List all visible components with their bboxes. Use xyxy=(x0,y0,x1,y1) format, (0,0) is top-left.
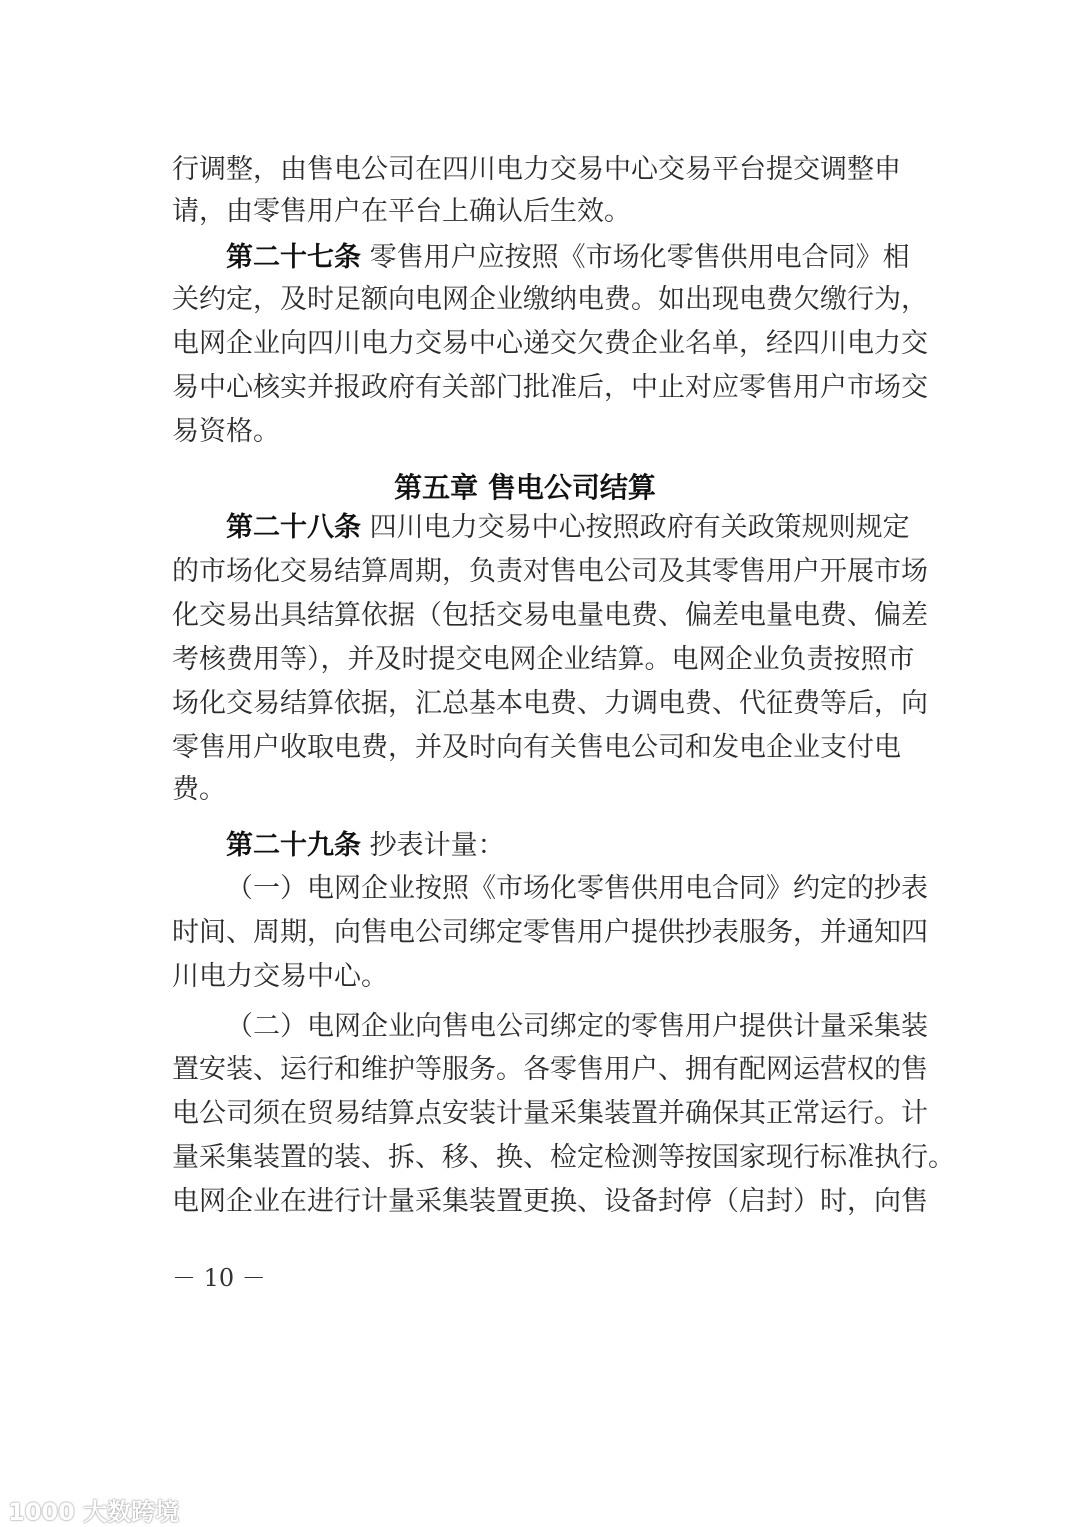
text-line: 易资格。 xyxy=(172,416,280,447)
text-line: 电公司须在贸易结算点安装计量采集装置并确保其正常运行。计 xyxy=(172,1098,928,1129)
text-line: 化交易出具结算依据（包括交易电量电费、偏差电量电费、偏差 xyxy=(172,600,928,631)
text-line: 场化交易结算依据，汇总基本电费、力调电费、代征费等后，向 xyxy=(172,688,928,719)
text-line: 关约定，及时足额向电网企业缴纳电费。如出现电费欠缴行为， xyxy=(172,284,928,315)
text-line: 请，由零售用户在平台上确认后生效。 xyxy=(172,196,631,227)
text-line: 量采集装置的装、拆、移、换、检定检测等按国家现行标准执行。 xyxy=(172,1142,955,1173)
text-line: 费。 xyxy=(172,774,226,805)
chapter-heading: 第五章 售电公司结算 xyxy=(394,471,656,504)
text-line: 的市场化交易结算周期，负责对售电公司及其零售用户开展市场 xyxy=(172,556,928,587)
text-line: 时间、周期，向售电公司绑定零售用户提供抄表服务，并通知四 xyxy=(172,917,928,948)
article-27: 第二十七条 零售用户应按照《市场化零售供用电合同》相 xyxy=(226,242,910,273)
text-line: 考核费用等），并及时提交电网企业结算。电网企业负责按照市 xyxy=(172,644,915,675)
text-line: 易中心核实并报政府有关部门批准后，中止对应零售用户市场交 xyxy=(172,372,928,403)
text-line: 行调整，由售电公司在四川电力交易中心交易平台提交调整申 xyxy=(172,154,901,185)
text-line: 零售用户收取电费，并及时向有关售电公司和发电企业支付电 xyxy=(172,732,901,763)
watermark-logo: 1000 大数跨境 xyxy=(8,1498,180,1526)
article-28: 第二十八条 四川电力交易中心按照政府有关政策规则规定 xyxy=(226,512,910,543)
text-line: 电网企业向四川电力交易中心递交欠费企业名单，经四川电力交 xyxy=(172,328,928,359)
text-line: （一）电网企业按照《市场化零售供用电合同》约定的抄表 xyxy=(226,873,928,904)
text-line: （二）电网企业向售电公司绑定的零售用户提供计量采集装 xyxy=(226,1011,928,1042)
text-line: 川电力交易中心。 xyxy=(172,961,388,992)
page-number: － 10 － xyxy=(172,1264,266,1292)
article-29: 第二十九条 抄表计量： xyxy=(226,830,505,861)
text-line: 电网企业在进行计量采集装置更换、设备封停（启封）时，向售 xyxy=(172,1186,928,1217)
text-line: 置安装、运行和维护等服务。各零售用户、拥有配网运营权的售 xyxy=(172,1054,928,1085)
